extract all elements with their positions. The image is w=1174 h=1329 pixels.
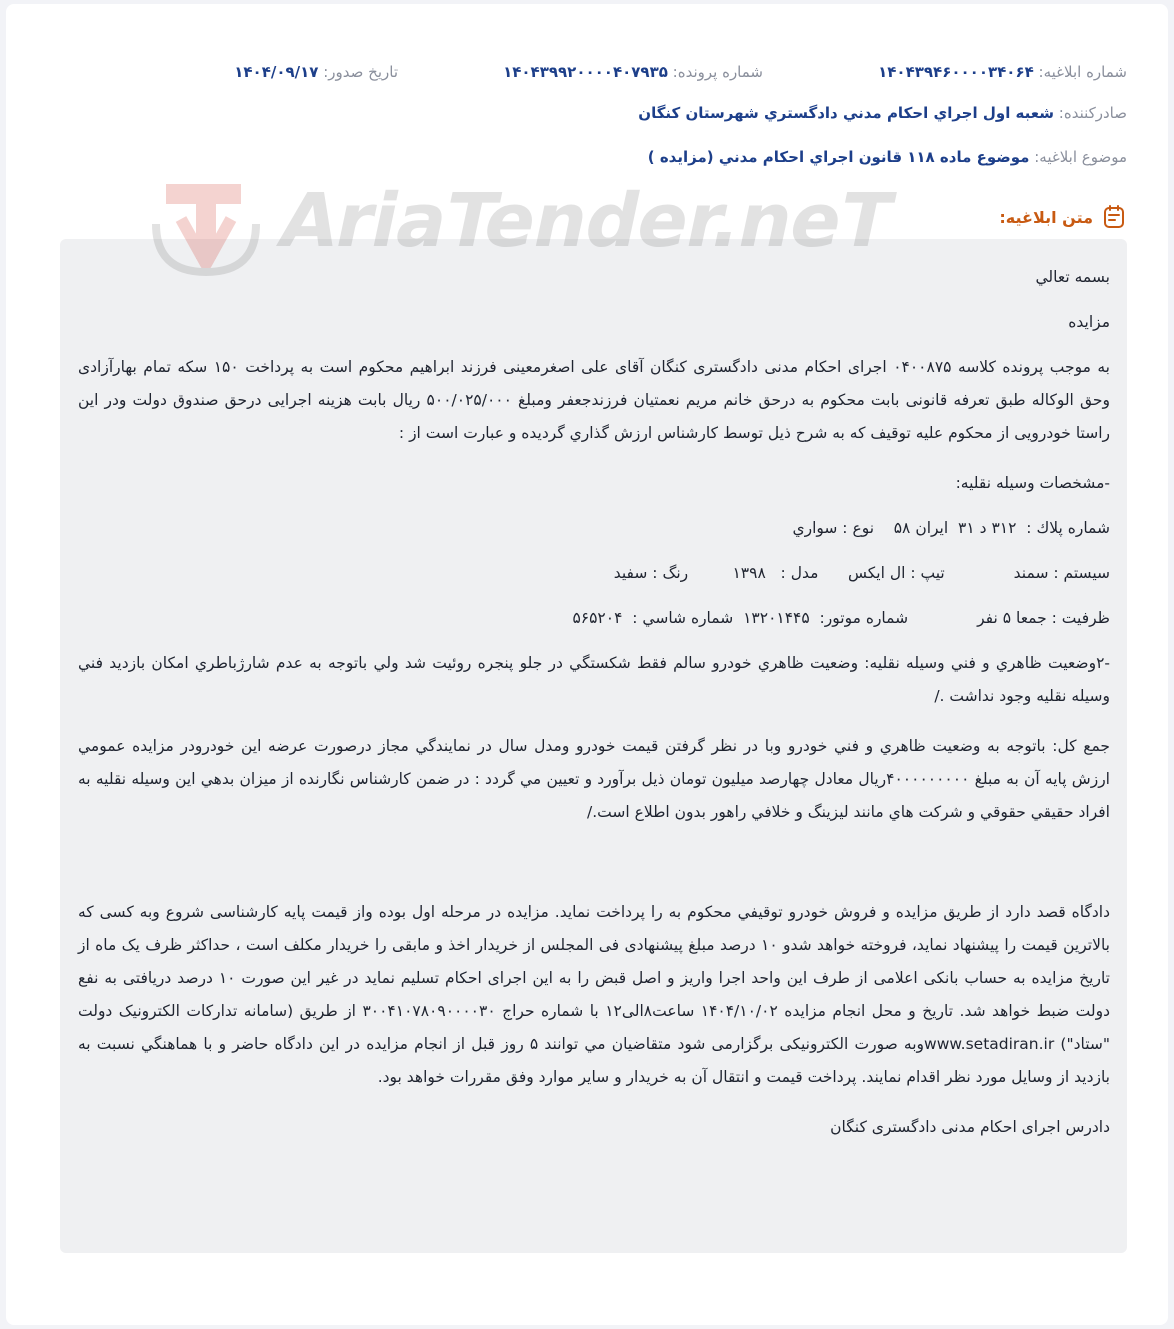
case-number [503, 61, 763, 83]
body-case-description: به موجب پرونده كلاسه ۰۴۰۰۸۷۵ اجرای احكام مدنی دادگستری كنگان آقای علی اصغرمعينی فرزند ابراهيم محكوم است به پرداخت ۱۵۰ سكه تمام بهارآزادی وحق الوكاله طبق تعرفه قانونی بابت محكوم به درحق خانم مريم نعمتيان فرزندجعفر ومبلغ ۵۰۰/۰۲۵/۰۰۰ ريال بابت هزينه اجرايی درحق صندوق دولت ودر اين راستا خودرويی از محكوم عليه توقيف كه به شرح ذيل توسط كارشناس ارزش گذاري گرديده و عبارت است از : [78, 358, 1111, 442]
notice-number-value: ۱۴۰۴۳۹۴۶۰۰۰۰۳۴۰۶۴ [878, 63, 1034, 81]
body-valuation: جمع كل: باتوجه به وضعيت ظاهري و فني خودرو وبا در نظر گرفتن قيمت خودرو ومدل سال در نمايندگي مجاز درصورت عرضه اين خودرودر مزايده عمومي ارزش پايه آن به مبلغ ۴۰۰۰۰۰۰۰۰۰ريال معادل چهارصد ميليون تومان ذيل برآورد و تعيين مي گردد : در ضمن كارشناس نگارنده از ميزان بدهي اين وسيله نقليه به افراد حقيقي حقوقي و شركت هاي مانند ليزينگ و خلافي راهور بدون اطلاع است./ [78, 737, 1110, 821]
subject-value: موضوع ماده ۱۱۸ قانون اجراي احكام مدني (مزايده ) [647, 148, 1030, 166]
body-signature: دادرس اجرای احكام مدنی دادگستری كنگان [830, 1118, 1110, 1136]
body-greeting: بسمه تعالي [1035, 268, 1110, 286]
body-spacer [78, 846, 1110, 896]
notice-number [878, 61, 1127, 83]
section-title: متن ابلاغیه: [999, 207, 1093, 227]
issue-date [234, 61, 398, 83]
issue-date-label: تاریخ صدور: [323, 63, 398, 81]
notice-body [60, 239, 1127, 1253]
notice-text-icon [1101, 204, 1127, 230]
case-number-value: ۱۴۰۴۳۹۹۲۰۰۰۰۴۰۷۹۳۵ [503, 63, 668, 81]
notice-number-label: شماره ابلاغیه: [1038, 63, 1127, 81]
issue-date-value: ۱۴۰۴/۰۹/۱۷ [234, 63, 319, 81]
notice-card [6, 4, 1168, 1325]
body-auction-terms: دادگاه قصد دارد از طريق مزايده و فروش خودرو توقيفي محكوم به را پرداخت نمايد. مزايده در مرحله اول بوده واز قيمت پايه كارشناسی شروع وبه كسی كه بالاترين قيمت را پيشنهاد نمايد، فروخته خواهد شدو ۱۰ درصد مبلغ پيشنهادی فی المجلس از خريدار اخذ و مابقی را خريدار مكلف است ، حداكثر ظرف يک ماه از تاريخ مزايده به حساب بانكی اعلامی از طرف اين واحد اجرا واريز و اصل قبض را به اين اجرای احكام تسليم نمايد در غير اين صورت ۱۰ درصد دريافتی به نفع دولت ضبط خواهد شد. تاريخ و محل انجام مزايده ۱۴۰۴/۱۰/۰۲ ساعت۸الی۱۲ با شماره حراج ۳۰۰۴۱۰۷۸۰۹۰۰۰۰۳۰ از طريق (سامانه تداركات الكترونيک دولت "ستاد") www.setadiran.irوبه صورت الكترونيكی برگزارمی شود متقاضيان مي توانند ۵ روز قبل از انجام مزايده در اين دادگاه حاضر و با هماهنگي نسبت به بازديد از وسايل مورد نظر اقدام نمايند. پرداخت قيمت و انتقال آن به خريدار و ساير موارد وفق مقررات خواهد بود. [78, 903, 1111, 1086]
issuer [638, 102, 1127, 124]
body-vehicle-specs-heading: -مشخصات وسيله نقليه: [955, 474, 1110, 492]
issuer-value: شعبه اول اجراي احكام مدني دادگستري شهرستان كنگان [638, 104, 1054, 122]
body-auction-heading: مزايده [1068, 313, 1110, 331]
section-heading [999, 204, 1127, 230]
body-system-type: سيستم : سمند تيپ : ال ايكس مدل : ۱۳۹۸ رنگ : سفيد [613, 564, 1110, 582]
subject-label: موضوع ابلاغیه: [1034, 148, 1127, 166]
body-capacity-engine: ظرفيت : جمعا ۵ نفر شماره موتور: ۱۳۲۰۱۴۴۵ شماره شاسي : ۵۶۵۲۰۴ [572, 609, 1110, 627]
watermark-text: AriaTender.neT [271, 178, 900, 264]
issuer-label: صادرکننده: [1058, 104, 1127, 122]
subject [648, 146, 1127, 168]
case-number-label: شماره پرونده: [672, 63, 763, 81]
body-condition: -۲وضعيت ظاهري و فني وسيله نقليه: وضعيت ظاهري خودرو سالم فقط شكستگي در جلو پنجره روئيت شد ولي باتوجه به عدم شارژباطري امكان بازديد فني وسيله نقليه وجود نداشت ./ [78, 654, 1110, 705]
body-plate-number: شماره پلاك : ۳۱۲ د ۳۱ ايران ۵۸ نوع : سواري [792, 519, 1110, 537]
